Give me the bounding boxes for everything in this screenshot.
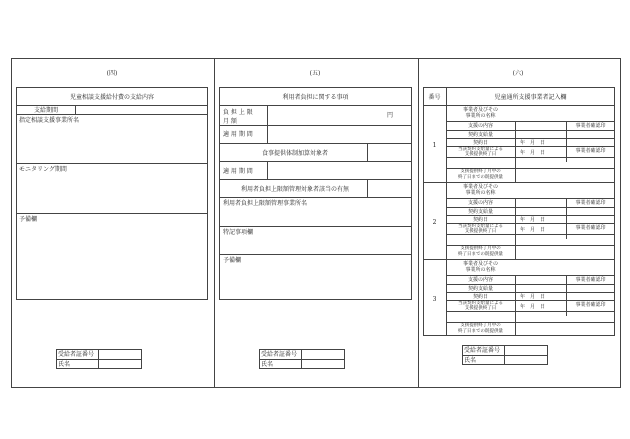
end-date-label: 当該契約支給量による — [458, 224, 503, 229]
ymd-label: 年 月 日 — [520, 304, 546, 310]
entry-number: 1 — [432, 142, 437, 149]
contract-amount-label: 契約支給量 — [467, 209, 493, 215]
remaining-label: 支援提供終了月中の — [460, 246, 501, 251]
cert-no-label: 受給者証番号 — [58, 351, 95, 358]
burden-limit-label: 負 担 上 限 月 額 — [223, 109, 253, 125]
name-label: 氏名 — [464, 357, 477, 364]
end-date-label: 支援提供終了日 — [464, 152, 497, 157]
panel5-reserve-label: 予備欄 — [223, 257, 242, 264]
seal-label: 事業者確認印 — [575, 123, 606, 129]
special-notes-label: 特記事項欄 — [223, 229, 254, 236]
end-date-label: 当該契約支給量による — [458, 301, 503, 306]
support-label: 支援の内容 — [467, 277, 493, 283]
panel-divider — [418, 58, 419, 388]
end-date-label: 支援提供終了日 — [464, 306, 497, 311]
limit-office-label: 利用者負担上限額管理事業所名 — [223, 200, 308, 207]
end-date-label: 支援提供終了日 — [464, 229, 497, 234]
ymd-label: 年 月 日 — [520, 294, 546, 300]
office-name-label: 事業者及びその — [462, 184, 498, 190]
contract-amount-label: 契約支給量 — [467, 286, 493, 292]
entry-number: 3 — [432, 296, 437, 303]
office-name-label: 事業所の名称 — [465, 190, 496, 196]
remaining-label: 終了日までの既提供量 — [458, 252, 503, 257]
limit-management-label: 利用者負担上限額管理対象者該当の有無 — [240, 186, 349, 193]
apply-period-label: 適 用 期 間 — [223, 131, 253, 138]
remaining-label: 終了日までの既提供量 — [458, 175, 503, 180]
panel5-number: (五) — [309, 70, 321, 77]
contract-date-label: 契約日 — [472, 140, 488, 146]
panel5-title: 利用者負担に関する事項 — [282, 94, 349, 101]
supply-period-label: 支給期間 — [34, 107, 59, 114]
seal-label: 事業者確認印 — [575, 225, 606, 231]
office-name-label: 事業者及びその — [462, 107, 498, 113]
remaining-label: 終了日までの既提供量 — [458, 329, 503, 334]
seal-label: 事業者確認印 — [575, 200, 606, 206]
contract-amount-label: 契約支給量 — [467, 132, 493, 138]
name-label: 氏名 — [58, 361, 71, 368]
panel6-number: (六) — [512, 70, 524, 77]
end-date-label: 当該契約支給量による — [458, 147, 503, 152]
food-addition-label: 食事提供体制加算対象者 — [261, 150, 328, 157]
support-label: 支援の内容 — [467, 200, 493, 206]
ymd-label: 年 月 日 — [520, 140, 546, 146]
ymd-label: 年 月 日 — [520, 227, 546, 233]
contract-date-label: 契約日 — [472, 294, 488, 300]
remaining-label: 支援提供終了月中の — [460, 169, 501, 174]
panel-divider — [214, 58, 215, 388]
consult-office-label: 指定相談支援事業所名 — [19, 117, 80, 124]
reserve-label: 予備欄 — [19, 216, 38, 223]
office-name-label: 事業所の名称 — [465, 113, 496, 119]
office-name-label: 事業所の名称 — [465, 267, 496, 273]
remaining-label: 支援提供終了月中の — [460, 323, 501, 328]
seal-label: 事業者確認印 — [575, 302, 606, 308]
monitoring-period-label: モニタリング期間 — [19, 166, 67, 173]
panel4-title: 児童相談支援給付費の支給内容 — [69, 94, 154, 101]
col-number-header: 番号 — [428, 94, 441, 101]
ymd-label: 年 月 日 — [520, 150, 546, 156]
name-label: 氏名 — [261, 361, 274, 368]
seal-label: 事業者確認印 — [575, 148, 606, 154]
office-name-label: 事業者及びその — [462, 261, 498, 267]
apply-period2-label: 適 用 期 間 — [223, 168, 253, 175]
yen-label: 円 — [387, 112, 394, 119]
seal-label: 事業者確認印 — [575, 277, 606, 283]
col-title-header: 児童通所支援事業者記入欄 — [494, 94, 567, 101]
cert-no-label: 受給者証番号 — [464, 347, 501, 354]
ymd-label: 年 月 日 — [520, 217, 546, 223]
contract-date-label: 契約日 — [472, 217, 488, 223]
entry-number: 2 — [432, 219, 437, 226]
panel4-number: (四) — [106, 70, 118, 77]
support-label: 支援の内容 — [467, 123, 493, 129]
cert-no-label: 受給者証番号 — [261, 351, 298, 358]
